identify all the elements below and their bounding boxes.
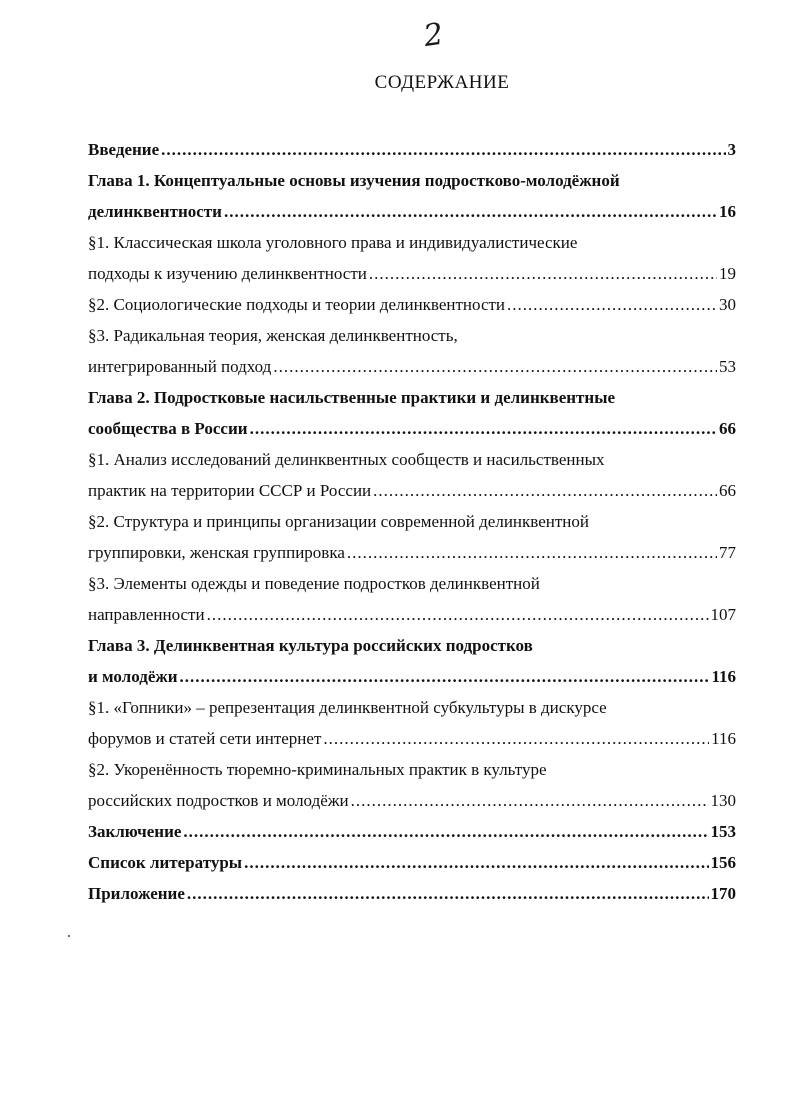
toc-entry-text: Глава 1. Концептуальные основы изучения подростково-молодёжной: [88, 171, 620, 190]
toc-entry: [88, 258, 736, 289]
toc-entry: [88, 785, 736, 816]
table-of-contents: [88, 134, 736, 909]
toc-entry: [88, 568, 736, 599]
toc-entry: [88, 382, 736, 413]
toc-leader-dots: [273, 351, 717, 382]
toc-entry: [88, 816, 736, 847]
toc-entry: [88, 537, 736, 568]
toc-entry-text: подходы к изучению делинквентности: [88, 264, 367, 283]
toc-page-number: 130: [710, 791, 736, 810]
toc-entry-text: §3. Радикальная теория, женская делинквентность,: [88, 326, 458, 345]
toc-leader-dots: [224, 196, 717, 227]
toc-page-number: 170: [710, 884, 736, 903]
toc-leader-dots: [351, 785, 709, 816]
toc-leader-dots: [250, 413, 717, 444]
toc-entry: [88, 165, 736, 196]
toc-entry: [88, 599, 736, 630]
toc-entry-text: и молодёжи: [88, 667, 178, 686]
toc-entry: [88, 227, 736, 258]
scan-speck: [68, 935, 70, 937]
toc-leader-dots: [369, 258, 717, 289]
handwritten-page-number: 2: [421, 16, 445, 55]
toc-entry: [88, 630, 736, 661]
toc-page-number: 3: [727, 140, 736, 159]
toc-leader-dots: [244, 847, 708, 878]
toc-page-number: 107: [710, 605, 736, 624]
toc-page-number: 16: [719, 202, 736, 221]
toc-page-number: 19: [719, 264, 736, 283]
toc-leader-dots: [507, 289, 717, 320]
toc-leader-dots: [347, 537, 717, 568]
toc-entry-text: делинквентности: [88, 202, 222, 221]
toc-leader-dots: [187, 878, 709, 909]
toc-entry: [88, 413, 736, 444]
toc-page-number: 66: [719, 481, 736, 500]
toc-entry: [88, 134, 736, 165]
toc-entry-text: интегрированный подход: [88, 357, 272, 376]
toc-page-number: 30: [719, 295, 736, 314]
toc-entry: [88, 506, 736, 537]
toc-entry-text: форумов и статей сети интернет: [88, 729, 322, 748]
toc-entry: [88, 289, 736, 320]
toc-entry-text: направленности: [88, 605, 205, 624]
toc-leader-dots: [207, 599, 709, 630]
toc-leader-dots: [323, 723, 709, 754]
toc-entry-text: §3. Элементы одежды и поведение подростков делинквентной: [88, 574, 540, 593]
toc-entry: [88, 475, 736, 506]
toc-page-number: 66: [719, 419, 736, 438]
toc-leader-dots: [180, 661, 710, 692]
toc-leader-dots: [161, 134, 725, 165]
page-title: СОДЕРЖАНИЕ: [374, 72, 510, 93]
toc-page-number: 77: [719, 543, 736, 562]
toc-entry: [88, 878, 736, 909]
toc-entry-text: §2. Структура и принципы организации современной делинквентной: [88, 512, 589, 531]
toc-entry-text: Приложение: [88, 884, 185, 903]
toc-entry-text: Заключение: [88, 822, 182, 841]
toc-entry-text: Список литературы: [88, 853, 243, 872]
toc-entry-text: Введение: [88, 140, 160, 159]
toc-page-number: 116: [711, 667, 736, 686]
toc-entry: [88, 351, 736, 382]
toc-entry: [88, 444, 736, 475]
toc-entry-text: российских подростков и молодёжи: [88, 791, 349, 810]
toc-entry: [88, 847, 736, 878]
toc-entry-text: §1. «Гопники» – репрезентация делинквентной субкультуры в дискурсе: [88, 698, 607, 717]
toc-entry-text: §1. Анализ исследований делинквентных сообществ и насильственных: [88, 450, 605, 469]
toc-leader-dots: [373, 475, 717, 506]
toc-entry-text: практик на территории СССР и России: [88, 481, 372, 500]
toc-entry: [88, 320, 736, 351]
toc-entry: [88, 692, 736, 723]
toc-entry: [88, 661, 736, 692]
toc-page-number: 116: [711, 729, 736, 748]
toc-entry-text: Глава 2. Подростковые насильственные практики и делинквентные: [88, 388, 616, 407]
toc-page-number: 156: [710, 853, 736, 872]
toc-entry-text: §2. Укоренённость тюремно-криминальных практик в культуре: [88, 760, 547, 779]
toc-entry: [88, 196, 736, 227]
toc-entry: [88, 723, 736, 754]
toc-entry-text: §2. Социологические подходы и теории делинквентности: [88, 295, 506, 314]
toc-entry-text: §1. Классическая школа уголовного права и индивидуалистические: [88, 233, 578, 252]
toc-leader-dots: [183, 816, 708, 847]
toc-entry-text: сообщества в России: [88, 419, 248, 438]
toc-entry-text: группировки, женская группировка: [88, 543, 345, 562]
toc-entry: [88, 754, 736, 785]
toc-page-number: 153: [710, 822, 736, 841]
toc-page-number: 53: [719, 357, 736, 376]
toc-entry-text: Глава 3. Делинквентная культура российских подростков: [88, 636, 533, 655]
